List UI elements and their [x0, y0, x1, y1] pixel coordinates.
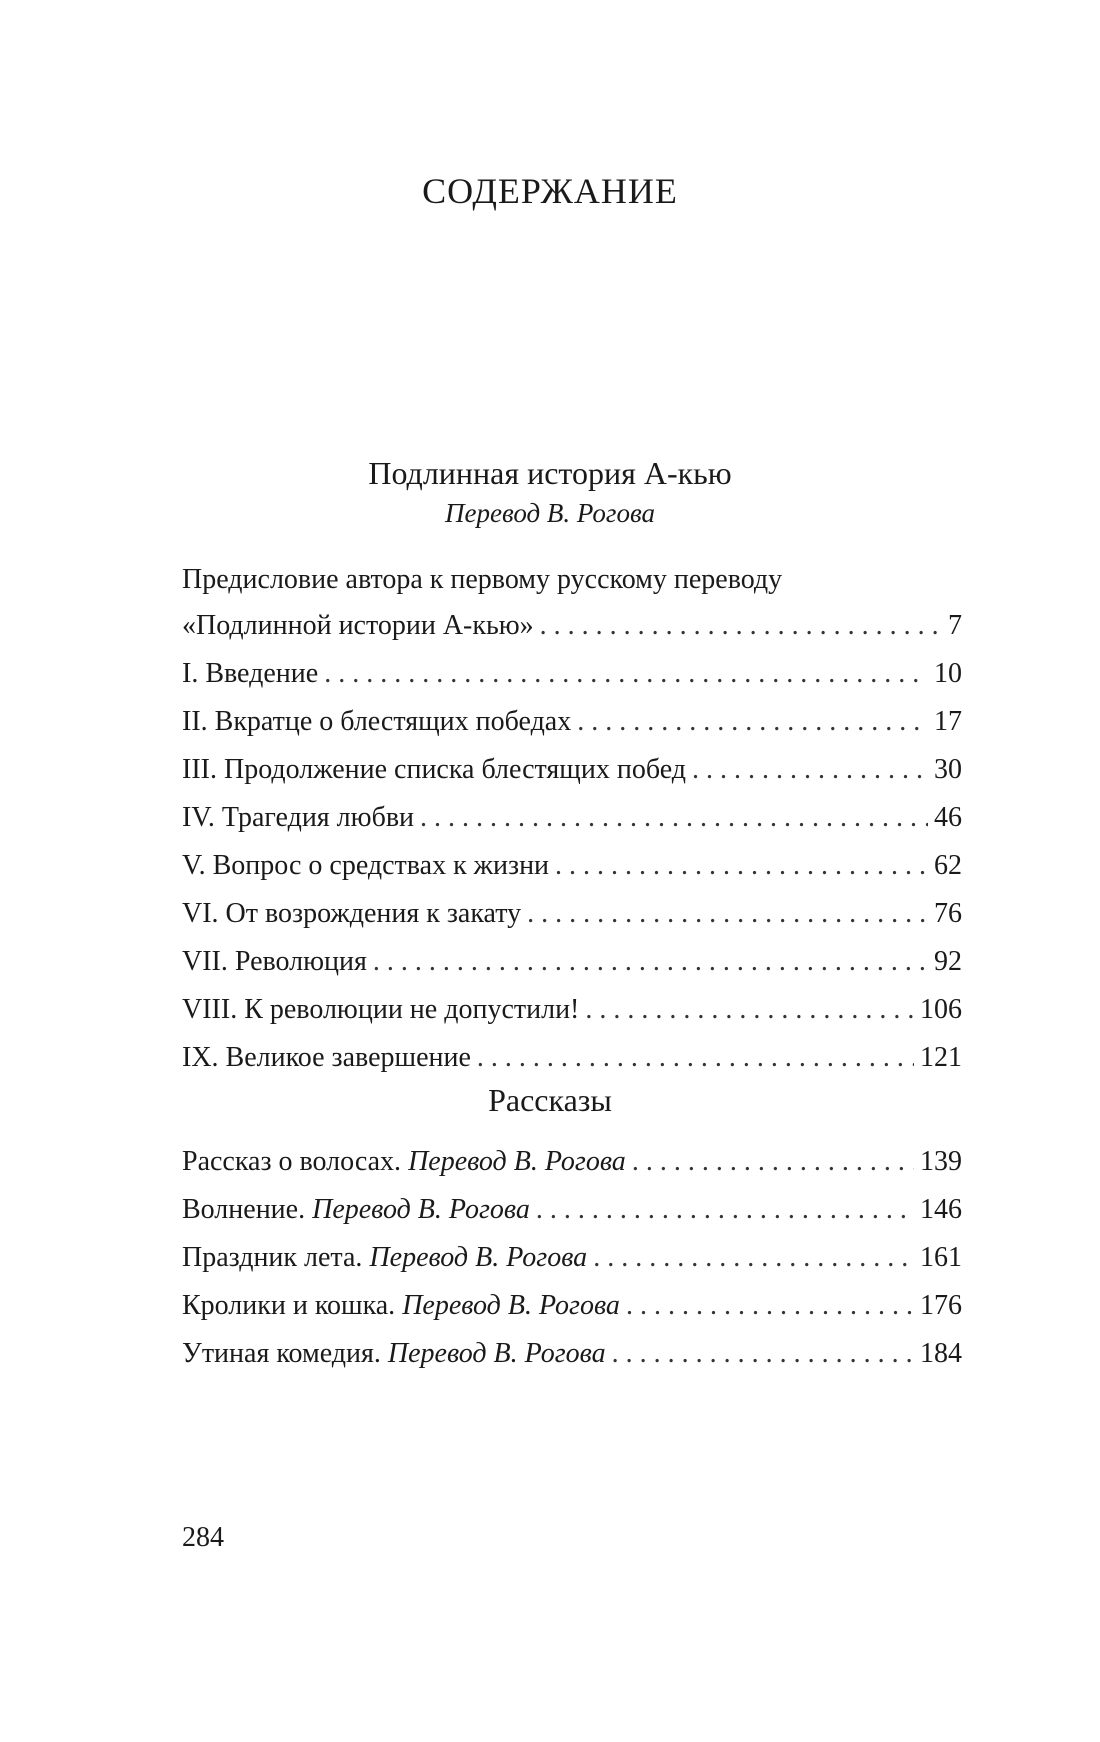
dot-leader — [527, 890, 928, 938]
toc-entry[interactable] — [182, 650, 962, 698]
toc-entry[interactable] — [182, 1186, 962, 1234]
toc-entry-page: 184 — [920, 1338, 962, 1369]
toc-entry-title: VIII. К революции не допустили! — [182, 994, 580, 1025]
toc-entry-page: 176 — [920, 1290, 962, 1321]
toc-entry-page: 46 — [934, 802, 962, 833]
dot-leader — [626, 1282, 914, 1330]
toc-entry[interactable] — [182, 1034, 962, 1082]
toc-entry-page: 76 — [934, 898, 962, 929]
toc-entry[interactable] — [182, 890, 962, 938]
toc-entry-title: IX. Великое завершение — [182, 1042, 471, 1073]
dot-leader — [593, 1234, 914, 1282]
toc-list-stories — [182, 1138, 962, 1378]
toc-entry-title: VII. Революция — [182, 946, 367, 977]
dot-leader — [324, 650, 928, 698]
toc-entry-page: 106 — [920, 994, 962, 1025]
toc-entry-translator: Перевод В. Рогова — [402, 1290, 620, 1321]
page-number: 284 — [182, 1522, 224, 1553]
toc-entry-title: Праздник лета. Перевод В. Рогова — [182, 1242, 588, 1273]
toc-entry-title: III. Продолжение списка блестящих побед — [182, 754, 686, 785]
toc-entry-page: 139 — [920, 1146, 962, 1177]
dot-leader — [585, 986, 914, 1034]
toc-entry-page: 62 — [934, 850, 962, 881]
toc-entry[interactable] — [182, 986, 962, 1034]
dot-leader — [540, 602, 942, 650]
dot-leader — [420, 794, 928, 842]
dot-leader — [555, 842, 928, 890]
toc-entry-translator: Перевод В. Рогова — [387, 1338, 606, 1369]
dot-leader — [612, 1330, 914, 1378]
toc-entry-page: 30 — [934, 754, 962, 785]
toc-entry-preface-line1[interactable]: Предисловие автора к первому русскому переводу — [182, 564, 783, 595]
toc-entry-page: 92 — [934, 946, 962, 977]
toc-entry-page: 146 — [920, 1194, 962, 1225]
toc-entry[interactable] — [182, 746, 962, 794]
dot-leader — [632, 1138, 914, 1186]
toc-entry-title: Утиная комедия. Перевод В. Рогова — [182, 1338, 606, 1369]
toc-entry[interactable] — [182, 842, 962, 890]
toc-entry-page: 161 — [920, 1242, 962, 1273]
dot-leader — [477, 1034, 914, 1082]
toc-entry-translator: Перевод В. Рогова — [312, 1194, 530, 1225]
dot-leader — [536, 1186, 914, 1234]
toc-entry-title: Кролики и кошка. Перевод В. Рогова — [182, 1290, 620, 1321]
dot-leader — [577, 698, 928, 746]
toc-entry-translator: Перевод В. Рогова — [408, 1146, 626, 1177]
toc-entry-title: I. Введение — [182, 658, 319, 689]
toc-entry-page: 17 — [934, 706, 962, 737]
section-title-stories: Рассказы — [488, 1082, 612, 1118]
toc-entry[interactable] — [182, 1330, 962, 1378]
toc-entry[interactable] — [182, 698, 962, 746]
dot-leader — [692, 746, 928, 794]
toc-entry[interactable] — [182, 1234, 962, 1282]
toc-entry-title: «Подлинной истории А-кью» — [182, 610, 534, 641]
toc-entry-title: VI. От возрождения к закату — [182, 898, 522, 929]
toc-entry-title: V. Вопрос о средствах к жизни — [182, 850, 550, 881]
toc-entry[interactable] — [182, 1138, 962, 1186]
toc-entry-page: 7 — [948, 610, 962, 641]
toc-entry-page: 10 — [934, 658, 962, 689]
toc-entry[interactable] — [182, 938, 962, 986]
section-translator: Перевод В. Рогова — [445, 498, 655, 528]
dot-leader — [373, 938, 928, 986]
toc-entry[interactable] — [182, 1282, 962, 1330]
toc-entry-title: Волнение. Перевод В. Рогова — [182, 1194, 530, 1225]
toc-entry-translator: Перевод В. Рогова — [369, 1242, 588, 1273]
toc-entry-preface[interactable] — [182, 602, 962, 650]
toc-entry-title: Рассказ о волосах. Перевод В. Рогова — [182, 1146, 626, 1177]
toc-entry-title: IV. Трагедия любви — [182, 802, 415, 833]
page-title: СОДЕРЖАНИЕ — [422, 171, 678, 211]
toc-entry[interactable] — [182, 794, 962, 842]
section-title-aq: Подлинная история А-кью — [368, 455, 732, 491]
toc-list-aq — [182, 558, 962, 1082]
toc-entry-title: II. Вкратце о блестящих победах — [182, 706, 572, 737]
toc-entry-page: 121 — [920, 1042, 962, 1073]
